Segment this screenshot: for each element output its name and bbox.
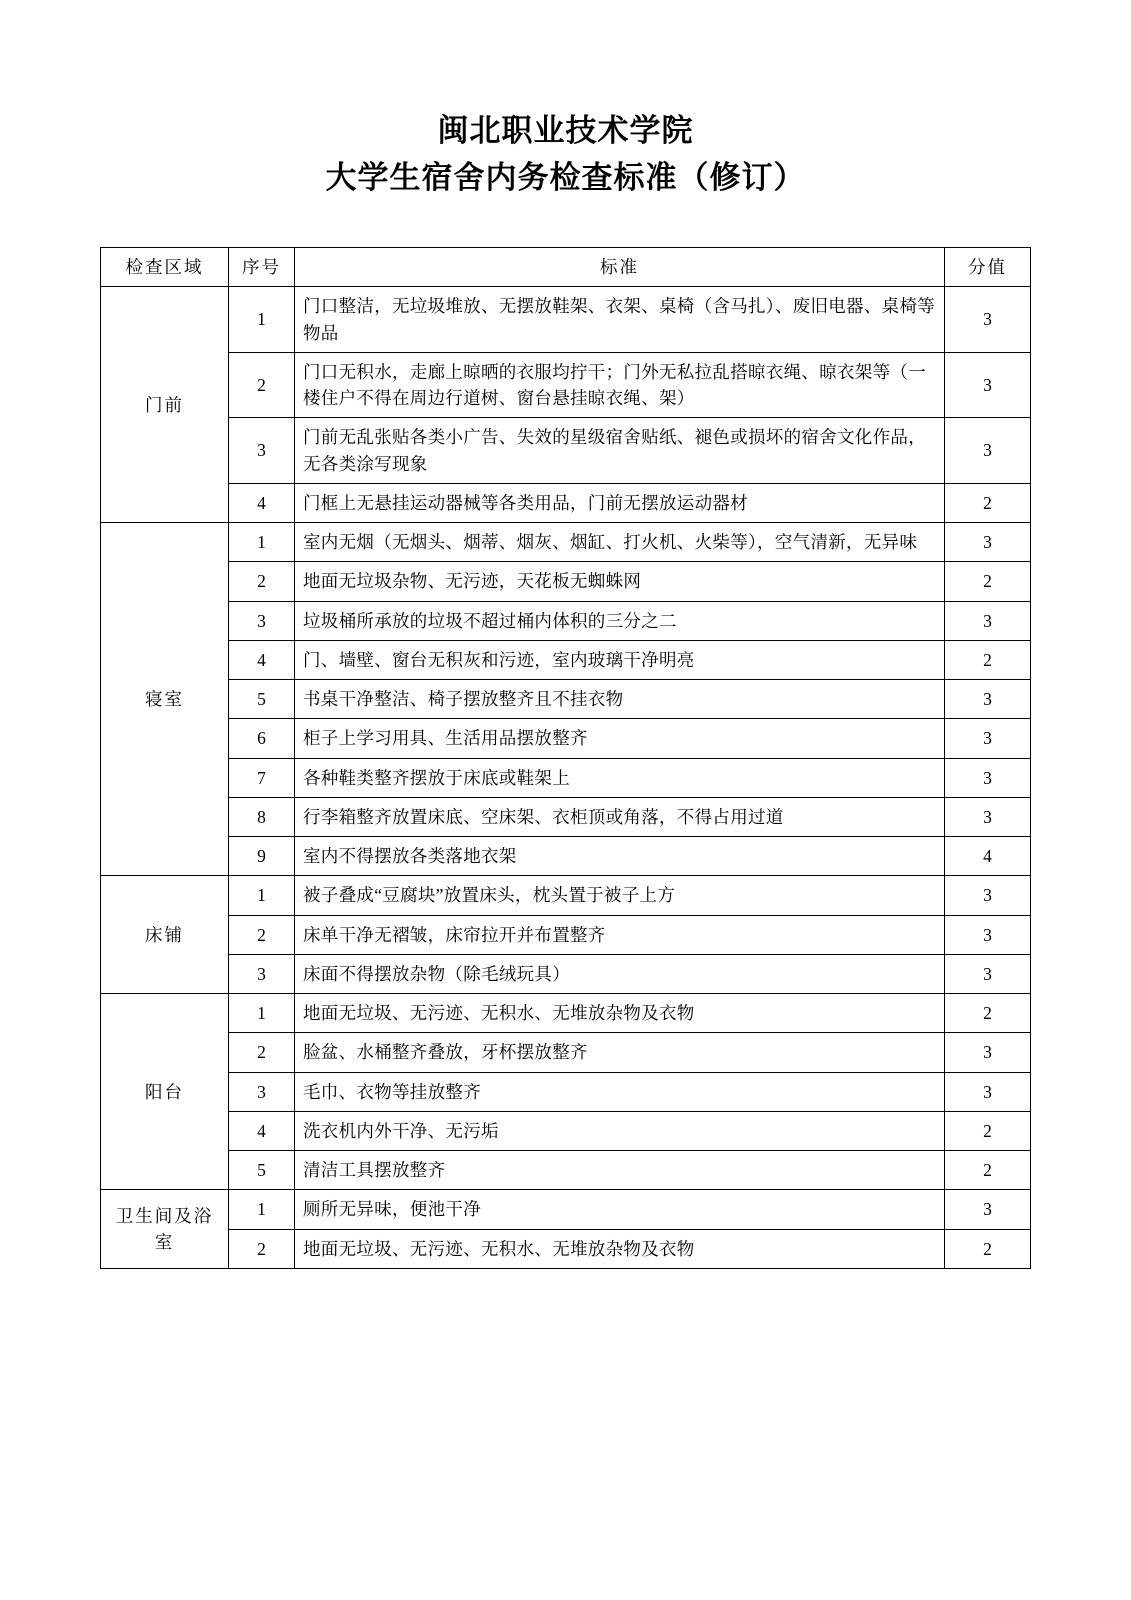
table-row	[101, 352, 1031, 418]
row-number-cell: 2	[229, 352, 295, 418]
points-cell: 3	[945, 719, 1031, 758]
title-line-2: 大学生宿舍内务检查标准（修订）	[325, 159, 806, 196]
standard-cell: 垃圾桶所承放的垃圾不超过桶内体积的三分之二	[295, 601, 945, 640]
standard-cell: 毛巾、衣物等挂放整齐	[295, 1072, 945, 1111]
row-number-cell: 9	[229, 837, 295, 876]
row-number-cell: 7	[229, 758, 295, 797]
points-cell: 3	[945, 1190, 1031, 1229]
points-cell: 3	[945, 876, 1031, 915]
points-cell: 3	[945, 523, 1031, 562]
table-row	[101, 523, 1031, 562]
table-row	[101, 562, 1031, 601]
standard-cell: 门框上无悬挂运动器械等各类用品，门前无摆放运动器材	[295, 483, 945, 522]
standard-cell: 行李箱整齐放置床底、空床架、衣柜顶或角落，不得占用过道	[295, 797, 945, 836]
points-cell: 2	[945, 640, 1031, 679]
points-cell: 3	[945, 915, 1031, 954]
table-row	[101, 483, 1031, 522]
row-number-cell: 2	[229, 1033, 295, 1072]
points-cell: 3	[945, 287, 1031, 353]
row-number-cell: 3	[229, 954, 295, 993]
standard-cell: 书桌干净整洁、椅子摆放整齐且不挂衣物	[295, 680, 945, 719]
standard-cell: 床单干净无褶皱，床帘拉开并布置整齐	[295, 915, 945, 954]
points-cell: 3	[945, 758, 1031, 797]
points-cell: 2	[945, 562, 1031, 601]
row-number-cell: 1	[229, 1190, 295, 1229]
area-cell: 卫生间及浴室	[101, 1190, 229, 1269]
row-number-cell: 4	[229, 483, 295, 522]
row-number-cell: 1	[229, 876, 295, 915]
table-row	[101, 797, 1031, 836]
points-cell: 3	[945, 1033, 1031, 1072]
points-cell: 2	[945, 994, 1031, 1033]
row-number-cell: 6	[229, 719, 295, 758]
table-row	[101, 994, 1031, 1033]
table-row	[101, 837, 1031, 876]
area-cell: 床铺	[101, 876, 229, 994]
table-row	[101, 601, 1031, 640]
column-header-area: 检查区域	[101, 248, 229, 287]
row-number-cell: 4	[229, 640, 295, 679]
table-row	[101, 719, 1031, 758]
table-row	[101, 954, 1031, 993]
row-number-cell: 5	[229, 1151, 295, 1190]
column-header-points: 分值	[945, 248, 1031, 287]
points-cell: 2	[945, 1111, 1031, 1150]
standard-cell: 脸盆、水桶整齐叠放，牙杯摆放整齐	[295, 1033, 945, 1072]
points-cell: 3	[945, 954, 1031, 993]
standard-cell: 洗衣机内外干净、无污垢	[295, 1111, 945, 1150]
column-header-standard: 标准	[295, 248, 945, 287]
table-head	[101, 248, 1031, 287]
area-cell: 阳台	[101, 994, 229, 1190]
standard-cell: 柜子上学习用具、生活用品摆放整齐	[295, 719, 945, 758]
standard-cell: 各种鞋类整齐摆放于床底或鞋架上	[295, 758, 945, 797]
table-row	[101, 1033, 1031, 1072]
row-number-cell: 8	[229, 797, 295, 836]
points-cell: 3	[945, 1072, 1031, 1111]
row-number-cell: 2	[229, 915, 295, 954]
standard-cell: 清洁工具摆放整齐	[295, 1151, 945, 1190]
table-row	[101, 915, 1031, 954]
standard-cell: 地面无垃圾、无污迹、无积水、无堆放杂物及衣物	[295, 1229, 945, 1268]
row-number-cell: 5	[229, 680, 295, 719]
standard-cell: 门、墙壁、窗台无积灰和污迹，室内玻璃干净明亮	[295, 640, 945, 679]
points-cell: 3	[945, 352, 1031, 418]
row-number-cell: 2	[229, 1229, 295, 1268]
table-row	[101, 758, 1031, 797]
standard-cell: 地面无垃圾杂物、无污迹，天花板无蜘蛛网	[295, 562, 945, 601]
table-row	[101, 1151, 1031, 1190]
points-cell: 3	[945, 797, 1031, 836]
points-cell: 3	[945, 680, 1031, 719]
table-row	[101, 1229, 1031, 1268]
points-cell: 2	[945, 483, 1031, 522]
table-row	[101, 1190, 1031, 1229]
table-row	[101, 680, 1031, 719]
standard-cell: 床面不得摆放杂物（除毛绒玩具）	[295, 954, 945, 993]
row-number-cell: 3	[229, 601, 295, 640]
table-row	[101, 1111, 1031, 1150]
title-line-1: 闽北职业技术学院	[437, 113, 694, 149]
row-number-cell: 3	[229, 418, 295, 484]
area-cell: 门前	[101, 287, 229, 523]
points-cell: 4	[945, 837, 1031, 876]
standard-cell: 厕所无异味，便池干净	[295, 1190, 945, 1229]
page-title	[88, 108, 1043, 201]
points-cell: 2	[945, 1229, 1031, 1268]
inspection-standard-table	[100, 247, 1031, 1269]
row-number-cell: 1	[229, 523, 295, 562]
points-cell: 3	[945, 601, 1031, 640]
standard-cell: 门口无积水，走廊上晾晒的衣服均拧干；门外无私拉乱搭晾衣绳、晾衣架等（一楼住户不得在周边行道树、窗台悬挂晾衣绳、架）	[295, 352, 945, 418]
row-number-cell: 3	[229, 1072, 295, 1111]
points-cell: 3	[945, 418, 1031, 484]
table-body	[101, 287, 1031, 1269]
standard-cell: 被子叠成“豆腐块”放置床头，枕头置于被子上方	[295, 876, 945, 915]
row-number-cell: 4	[229, 1111, 295, 1150]
table-row	[101, 1072, 1031, 1111]
area-cell: 寝室	[101, 523, 229, 876]
row-number-cell: 1	[229, 287, 295, 353]
table-row	[101, 876, 1031, 915]
row-number-cell: 1	[229, 994, 295, 1033]
points-cell: 2	[945, 1151, 1031, 1190]
table-row	[101, 287, 1031, 353]
standard-cell: 室内无烟（无烟头、烟蒂、烟灰、烟缸、打火机、火柴等），空气清新，无异味	[295, 523, 945, 562]
standard-cell: 门口整洁，无垃圾堆放、无摆放鞋架、衣架、桌椅（含马扎）、废旧电器、桌椅等物品	[295, 287, 945, 353]
standard-cell: 地面无垃圾、无污迹、无积水、无堆放杂物及衣物	[295, 994, 945, 1033]
standard-cell: 门前无乱张贴各类小广告、失效的星级宿舍贴纸、褪色或损坏的宿舍文化作品，无各类涂写现象	[295, 418, 945, 484]
table-header-row	[101, 248, 1031, 287]
column-header-no: 序号	[229, 248, 295, 287]
table-row	[101, 640, 1031, 679]
table-row	[101, 418, 1031, 484]
row-number-cell: 2	[229, 562, 295, 601]
standard-cell: 室内不得摆放各类落地衣架	[295, 837, 945, 876]
